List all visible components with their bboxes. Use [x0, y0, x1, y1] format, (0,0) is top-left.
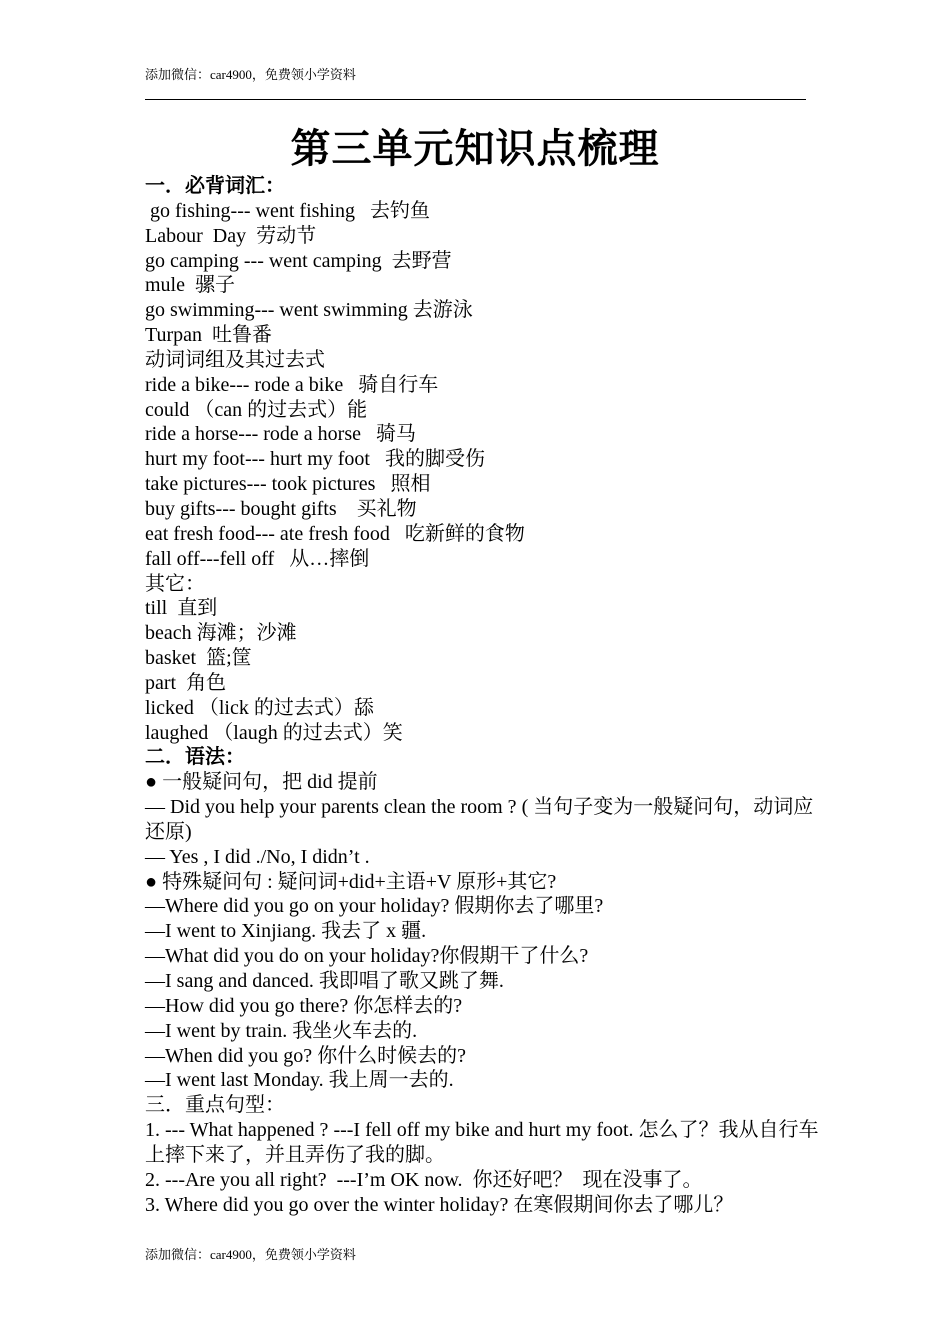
vocab-line: licked （lick 的过去式）舔: [145, 696, 374, 719]
vocab-line: ride a horse--- rode a horse 骑马: [145, 423, 417, 446]
vocab-line: buy gifts--- bought gifts 买礼物: [145, 497, 417, 520]
vocab-line: go swimming--- went swimming 去游泳: [145, 299, 473, 322]
sentence-line: 1. --- What happened ? ---I fell off my bike and hurt my foot. 怎么了？我从自行车上摔下来了，并且弄伤了我的脚。: [145, 1119, 819, 1166]
grammar-line: —What did you do on your holiday?你假期干了什么?: [145, 945, 589, 968]
grammar-line: —When did you go? 你什么时候去的?: [145, 1044, 467, 1067]
vocab-line: laughed （laugh 的过去式）笑: [145, 721, 403, 744]
grammar-line: — Yes , I did ./No, I didn’t .: [145, 845, 370, 868]
grammar-line: —I went last Monday. 我上周一去的.: [145, 1069, 454, 1092]
grammar-line: —Where did you go on your holiday? 假期你去了哪里?: [145, 895, 604, 918]
vocab-subheading: 动词词组及其过去式: [145, 348, 325, 371]
grammar-line: — Did you help your parents clean the room ? ( 当句子变为一般疑问句，动词应还原): [145, 796, 814, 843]
section-heading-vocab: 一．必背词汇：: [145, 175, 285, 197]
vocab-line: ride a bike--- rode a bike 骑自行车: [145, 373, 439, 396]
header-note: 添加微信：car4900，免费领小学资料: [145, 67, 356, 82]
vocab-line: Labour Day 劳动节: [145, 224, 317, 247]
footer-note: 添加微信：car4900，免费领小学资料: [145, 1247, 356, 1262]
vocab-line: till 直到: [145, 597, 218, 620]
vocab-line: go fishing--- went fishing 去钓鱼: [145, 199, 430, 222]
grammar-line: —How did you go there? 你怎样去的?: [145, 994, 463, 1017]
page-title: 第三单元知识点梳理: [290, 125, 660, 172]
grammar-line: —I went by train. 我坐火车去的.: [145, 1019, 418, 1042]
vocab-line: Turpan 吐鲁番: [145, 324, 273, 347]
grammar-bullet: ● 特殊疑问句 : 疑问词+did+主语+V 原形+其它?: [145, 870, 557, 893]
sentence-line: 2. ---Are you all right? ---I’m OK now. 你还好吧？ 现在没事了。: [145, 1168, 703, 1191]
section-heading-grammar: 二．语法：: [145, 746, 245, 769]
sentence-line: 3. Where did you go over the winter holiday? 在寒假期间你去了哪儿？: [145, 1193, 734, 1216]
vocab-line: eat fresh food--- ate fresh food 吃新鲜的食物: [145, 522, 525, 545]
vocab-line: hurt my foot--- hurt my foot 我的脚受伤: [145, 448, 485, 471]
vocab-line: part 角色: [145, 671, 227, 694]
vocab-line: beach 海滩；沙滩: [145, 622, 297, 645]
vocab-subheading: 其它：: [145, 572, 205, 595]
section-heading-sentences: 三．重点句型：: [145, 1094, 285, 1117]
vocab-line: mule 骡子: [145, 274, 235, 297]
vocab-line: fall off---fell off 从…摔倒: [145, 547, 370, 570]
grammar-line: —I sang and danced. 我即唱了歌又跳了舞.: [145, 970, 504, 992]
vocab-line: basket 篮;筐: [145, 647, 252, 670]
vocab-line: go camping --- went camping 去野营: [145, 249, 452, 272]
grammar-line: —I went to Xinjiang. 我去了 x 疆.: [145, 920, 427, 943]
vocab-line: could （can 的过去式）能: [145, 398, 368, 421]
header-divider: [145, 99, 806, 100]
document-body: [145, 174, 825, 1217]
vocab-line: take pictures--- took pictures 照相: [145, 473, 431, 496]
grammar-bullet: ● 一般疑问句，把 did 提前: [145, 771, 378, 794]
